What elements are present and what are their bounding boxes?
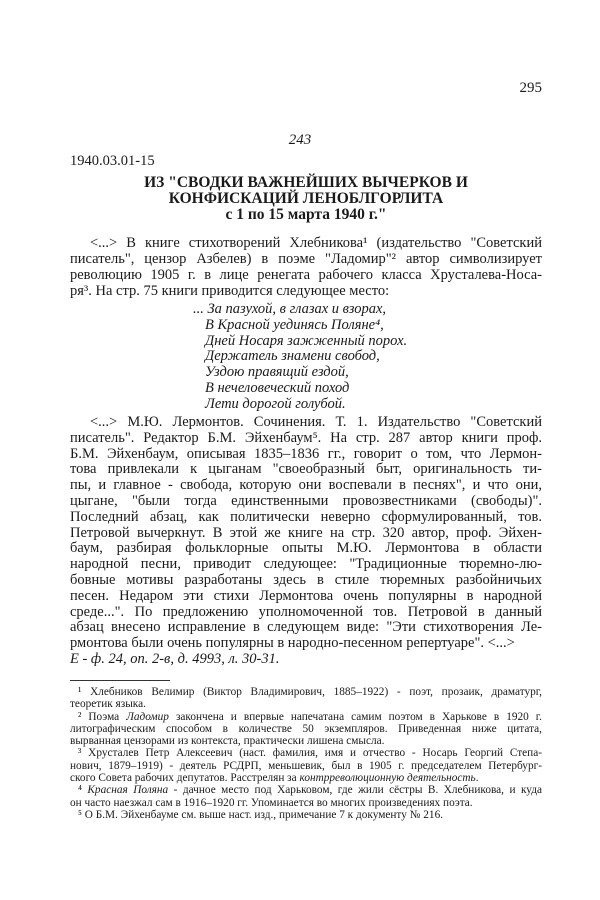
poem-line: ... За пазухой, в глазах и взорах,: [193, 301, 387, 317]
para2-line: цыгане, "были тогда единственными провозвестниками (свободы)".: [70, 492, 542, 509]
para1-line: ря³. На стр. 75 книги приводится следующее место:: [70, 283, 390, 299]
title-line: ИЗ "СВОДКИ ВАЖНЕЙШИХ ВЫЧЕРКОВ И: [144, 174, 468, 191]
footnotes-line: [70, 711, 542, 723]
para2-line: баум, разбирая фольклорные опыты М.Ю. Лермонтова в области: [70, 540, 542, 557]
text-segment: закончена и впервые напечатана самим поэтом в Харькове в 1920 г.: [168, 710, 542, 723]
para2-line: рмонтова были очень популярны в народно-песенном репертуаре". <...>: [70, 635, 515, 652]
text-segment: ского Совета рабочих депутатов. Расстрелян за: [70, 772, 300, 785]
para2-line: среде...". По предложению уполномоченной тов. Петровой в данный: [70, 603, 542, 620]
footnotes-line: теоретик языка.: [70, 698, 146, 711]
para2-line: песен. Недаром эти стихи Лермонтова очень популярны в народной: [70, 587, 542, 604]
poem-line: Уздою правящий ездой,: [205, 364, 349, 381]
poem-line: Держатель знамени свобод,: [205, 348, 380, 365]
poem-line: Дней Носаря зажженный порох.: [205, 332, 408, 349]
footnotes-line: ³ Хрусталев Петр Алексеевич (наст. фамилия, имя и отчество - Носарь Георгий Степа-: [78, 747, 542, 760]
page-number: 295: [519, 80, 542, 96]
para1-line: писатель", цензор Азбелев) в поэме "Ладомир"² автор символизирует: [70, 251, 542, 267]
footnotes: [70, 686, 542, 821]
document-date: 1940.03.01-15: [70, 153, 155, 169]
poem-line: Лети дорогой голубой.: [205, 395, 346, 412]
poem-line: В Красной уединясь Поляне⁴,: [205, 316, 384, 333]
footnotes-line: [70, 784, 542, 796]
para1-line: революцию 1905 г. в лице ренегата рабочего класса Хрусталева-Носа-: [70, 267, 542, 283]
text-segment: .: [475, 772, 479, 785]
para2-line: Петровой вычеркнут. В этой же книге на стр. 320 автор, проф. Эйхен-: [70, 524, 542, 541]
para2-line: народной песни, приводит следующее: "Традиционные тюремно-лю-: [70, 556, 542, 573]
footnotes-line: литографическим способом в количестве 50 экземпляров. Приведенная ниже цитата,: [70, 722, 542, 735]
title-line: КОНФИСКАЦИЙ ЛЕНОБЛГОРЛИТА: [168, 190, 444, 207]
para2-line: това привлекали к цыганам "своеобразный быт, оригинальность ти-: [70, 461, 542, 478]
footnotes-line: нович, 1879–1919) - деятель РСДРП, меньшевик, был в 1905 г. председателем Петербург-: [70, 759, 542, 772]
para2-line: [70, 652, 542, 668]
paragraph-lermontov: [70, 415, 542, 668]
footnotes-line: ⁵ О Б.М. Эйхенбауме см. выше наст. изд., примечание 7 к документу № 216.: [78, 808, 444, 821]
para2-line: Последний абзац, как политически неверно сформулированный, тов.: [70, 508, 542, 525]
footnotes-line: ¹ Хлебников Велимир (Виктор Владимирович, 1885–1922) - поэт, прозаик, драматург,: [78, 686, 542, 698]
para2-line: Б.М. Эйхенбаум, описывая 1835–1836 гг., говорит о том, что Лермон-: [70, 445, 542, 462]
italic-segment: Е - ф. 24, оп. 2-в, д. 4993, л. 30-31.: [70, 650, 280, 667]
para2-line: писатель". Редактор Б.М. Эйхенбаум⁵. На стр. 287 автор книги проф.: [70, 429, 542, 446]
poem-line: В нечеловеческий поход: [205, 379, 350, 396]
text-segment: - дачное место под Харьковом, где жили сёстры В. Хлебникова, и куда: [168, 784, 543, 797]
document-number: 243: [288, 132, 312, 148]
footnotes-line: вырванная цензорами из контекста, практически лишена смысла.: [70, 735, 385, 748]
para2-line: абзац внесено исправление в следующем виде: "Эти стихотворения Ле-: [70, 619, 542, 636]
para2-line: <...> М.Ю. Лермонтов. Сочинения. Т. 1. Издательство "Советский: [90, 414, 542, 430]
text-segment: ² Поэма: [78, 710, 127, 723]
para2-line: бовные мотивы разработаны здесь в стиле тюремных разбойничьих: [70, 571, 542, 588]
poem-quote: [0, 302, 600, 413]
paragraph-khlebnikov: [70, 235, 542, 299]
footnotes-line: он часто наезжал сам в 1916–1920 гг. Упоминается во многих произведениях поэта.: [70, 796, 473, 809]
italic-segment: Красная Поляна: [87, 784, 169, 797]
text-segment: ⁴: [78, 784, 88, 797]
para2-line: пы, и главное - свобода, которую они воспевали в песнях", и что они,: [70, 477, 542, 494]
italic-segment: Ладомир: [126, 710, 169, 723]
footnotes-line: [70, 772, 542, 784]
footnote-separator: [70, 680, 170, 681]
document-title: [70, 175, 542, 223]
italic-segment: контрреволюционную деятельность: [299, 772, 476, 785]
title-line: с 1 по 15 марта 1940 г.": [225, 206, 387, 223]
para1-line: <...> В книге стихотворений Хлебникова¹ (издательство "Советский: [90, 235, 542, 251]
